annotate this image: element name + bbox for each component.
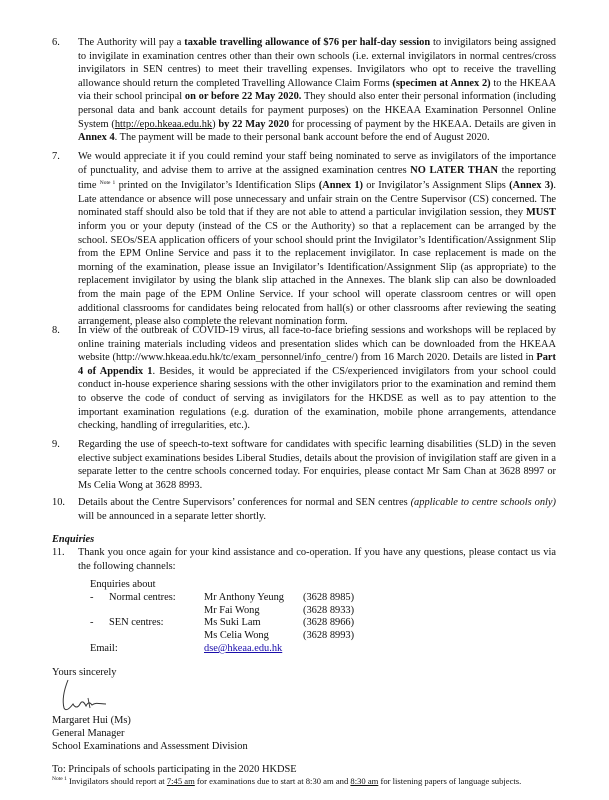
paragraph-number: 9. — [52, 439, 60, 450]
bold-text: Part 4 of Appendix 1 — [78, 352, 556, 377]
bold-text: NO LATER THAN — [410, 164, 498, 176]
paragraph-10 — [52, 496, 556, 523]
signatory-name: Margaret Hui (Ms) — [52, 715, 131, 726]
contact-name: Mr Fai Wong — [204, 604, 260, 616]
paragraph-11 — [52, 546, 556, 573]
paragraph-text: In view of the outbreak of COVID-19 virus, all face-to-face briefing sessions and workshops will be replaced by online training materials including videos and presentation slides which can be downloaded from the HKEAA website (http://www.hkeaa.edu.hk/tc/exam_personnel/info_centre/) from 16 March 2020. Details are listed in Part 4 of Appendix 1. Besides, it would be appreciated if the CS/experienced invigilators from your school could conduct in-house experience sharing sessions with the other invigilators prior to the examination and remind them to observe the code of conduct of serving as invigilators for the HKDSE as well as to pay attention to the important examination regulations (e.g. duration of the examination, mobile phone arrangements, attendance checking, handling of irregularities, etc.). — [78, 325, 556, 432]
epo-link[interactable]: http://epo.hkeaa.edu.hk — [114, 118, 213, 130]
bold-text: taxable travelling allowance of $76 per half-day session — [184, 37, 431, 48]
signature-image — [60, 678, 120, 714]
paragraph-text: The Authority will pay a taxable travelling allowance of $76 per half-day session to invigilators being assigned to invigilate in examination centres other than their own schools (i.e. external invigilators in normal centres/cross invigilators in SEN centres) to meet their travelling expenses. Invigilators who opt to receive the travelling allowance should return the completed Travelling Allowance Claim Forms (specimen at Annex 2) to the HKEAA via their school principal on or before 22 May 2020. They should also enter their personal information (including personal data and bank account details for payment purposes) on the HKEAA Examination Personnel Online System (http://epo.hkeaa.edu.hk) by 22 May 2020 for processing of payment by the HKEAA. Details are given in Annex 4. The payment will be made to their personal bank account before the end of August 2020. — [78, 37, 556, 144]
underlined-time: 7:45 am — [166, 776, 195, 786]
bold-text: MUST — [525, 207, 556, 219]
contact-phone: (3628 8993) — [303, 630, 355, 642]
paragraph-text: Details about the Centre Supervisors’ conferences for normal and SEN centres (applicable to centre schools only) will be announced in a separate letter shortly. — [78, 497, 556, 522]
footnote-marker: Note 1 — [52, 776, 67, 782]
contact-name: Ms Suki Lam — [204, 617, 261, 629]
email-link[interactable]: dse@hkeaa.edu.hk — [204, 642, 283, 654]
paragraph-number: 7. — [52, 151, 60, 162]
signatory-block — [52, 714, 248, 753]
paragraph-6 — [52, 36, 556, 145]
italic-text: (applicable to centre schools only) — [410, 497, 556, 508]
paragraph-number: 10. — [52, 497, 65, 508]
contact-phone: (3628 8933) — [303, 604, 355, 616]
paragraph-number: 11. — [52, 547, 65, 558]
contact-phone: (3628 8966) — [303, 617, 355, 629]
underlined-time: 8:30 am — [350, 776, 379, 786]
contact-name: Mr Anthony Yeung — [204, 591, 284, 603]
bold-text: (Annex 3) — [509, 180, 554, 192]
paragraph-7 — [52, 150, 556, 329]
bold-text: (specimen at Annex 2) — [392, 77, 491, 89]
bold-text: (Annex 1) — [318, 180, 364, 192]
paragraph-text: We would appreciate it if you could remind your staff being nominated to serve as invigilators of the importance of punctuality, and advise them to arrive at the assigned examination centres NO LATER THAN the reporting time $^{Note 1}$ printed on the Invigilator’s Identification Slips (Annex 1) or Invigilator’s Assignment Slips (Annex 3). Late attendance or absence will pose unnecessary and unfair strain on the Centre Supervisor (CS) concerned. The nominated staff should also be told that if they are not able to attend a particular invigilation session, they MUST inform you or your deputy (instead of the CS or the Authority) so that a replacement can be arranged by the school. SEOs/SEA application officers of your school should print the Invigilator’s Identification/Assignment Slip from the EPM Online Service and pass it to the replacement invigilator. In case replacement is made on the morning of the examination, please issue an Invigilator’s Identification/Assignment Slip (as appropriate) to the replacement invigilator by using the blank slip attached in the Annexes. The blank slip can also be downloaded from the main page of the EPM Online Service. If your school will operate classroom centres or will open additional classrooms for candidates being relocated from hall(s) or other classrooms after reviewing the seating arrangement, please also complete the relevant nomination form. — [78, 151, 557, 328]
paragraph-text: Regarding the use of speech-to-text software for candidates with specific learning disabilities (SLD) in the seven elective subject examinations besides Liberal Studies, details about the provision of invigilation staff are given in a separate letter to the centre schools concerned today. For enquiries, please contact Mr Sam Chan at 3628 8997 or Ms Celia Wong at 3628 8993. — [78, 439, 556, 491]
bold-text: on or before 22 May 2020. — [184, 91, 302, 103]
paragraph-number: 6. — [52, 37, 60, 48]
bullet-dash: - — [90, 591, 94, 603]
contact-category: SEN centres: — [109, 617, 164, 629]
email-label: Email: — [90, 642, 118, 654]
enquiries-heading: Enquiries — [52, 534, 95, 545]
bold-text: by 22 May 2020 — [218, 118, 290, 130]
bullet-dash: - — [90, 617, 94, 629]
paragraph-8 — [52, 324, 556, 433]
contact-phone: (3628 8985) — [303, 591, 355, 603]
paragraph-9 — [52, 438, 556, 492]
bold-text: Annex 4 — [78, 132, 115, 144]
enquiries-label: Enquiries about — [90, 579, 156, 590]
signatory-division: School Examinations and Assessment Division — [52, 741, 248, 752]
paragraph-text: Thank you once again for your kind assistance and co-operation. If you have any questions, please contact us via the following channels: — [78, 547, 556, 572]
contact-name: Ms Celia Wong — [204, 630, 269, 642]
closing: Yours sincerely — [52, 667, 117, 678]
note-reference: Note 1 — [99, 180, 116, 187]
recipient-line: To: Principals of schools participating in the 2020 HKDSE — [52, 764, 297, 775]
footnote: $^{Note 1}$ Invigilators should report at 7:45 am for examinations due to start at 8:30 am and 8:30 am for listening papers of language subjects. — [52, 776, 522, 786]
signatory-title: General Manager — [52, 728, 125, 739]
paragraph-number: 8. — [52, 325, 60, 336]
contact-category: Normal centres: — [109, 591, 176, 603]
